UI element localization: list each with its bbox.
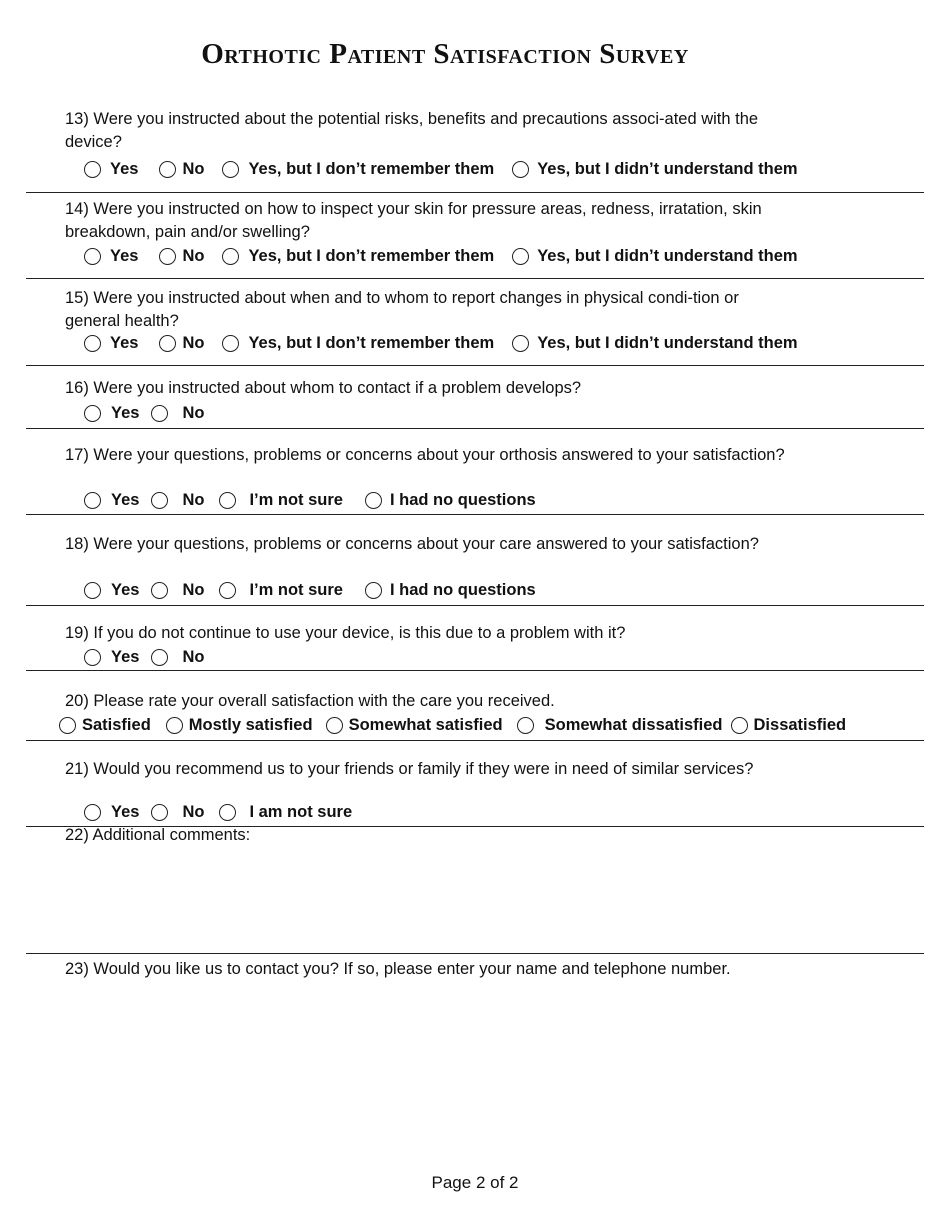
q13-didnt-understand[interactable] <box>512 160 797 179</box>
q21-yes[interactable] <box>84 803 139 822</box>
q17-no[interactable] <box>151 491 204 510</box>
q19-no[interactable] <box>151 648 204 667</box>
radio-icon[interactable] <box>512 335 529 352</box>
q20-mostly-satisfied[interactable] <box>166 716 313 735</box>
question-17-options <box>84 491 536 510</box>
q17-no-questions[interactable] <box>365 491 536 510</box>
radio-icon[interactable] <box>84 335 101 352</box>
question-15: 15) Were you instructed about when and to whom to report changes in physical condi-tion or general health? <box>65 289 739 330</box>
q13-no[interactable] <box>159 160 204 179</box>
q20-dissatisfied[interactable] <box>731 716 847 735</box>
option-label: Yes, but I don’t remember them <box>248 160 495 178</box>
q16-no[interactable] <box>151 404 204 423</box>
question-21: 21) Would you recommend us to your friends or family if they were in need of similar services? <box>65 760 754 778</box>
radio-icon[interactable] <box>222 248 239 265</box>
question-18-options <box>84 581 536 600</box>
q13-dont-remember[interactable] <box>222 160 494 179</box>
q20-somewhat-satisfied[interactable] <box>326 716 503 735</box>
option-label: Yes, but I didn’t understand them <box>537 334 798 352</box>
question-14-options <box>84 247 798 266</box>
option-label: Yes, but I didn’t understand them <box>537 247 798 265</box>
q18-no[interactable] <box>151 581 204 600</box>
option-label: Yes <box>111 404 140 422</box>
question-21-options <box>84 803 352 822</box>
radio-icon[interactable] <box>84 582 101 599</box>
radio-icon[interactable] <box>512 248 529 265</box>
question-15-options <box>84 334 798 353</box>
option-label: No <box>182 491 205 509</box>
radio-icon[interactable] <box>219 582 236 599</box>
radio-icon[interactable] <box>84 405 101 422</box>
radio-icon[interactable] <box>222 335 239 352</box>
q18-yes[interactable] <box>84 581 139 600</box>
radio-icon[interactable] <box>151 649 168 666</box>
question-13-options <box>84 160 798 179</box>
option-label: Dissatisfied <box>753 716 847 734</box>
divider <box>26 670 924 671</box>
option-label: Yes <box>111 581 140 599</box>
q15-yes[interactable] <box>84 334 138 353</box>
divider <box>26 605 924 606</box>
option-label: Yes <box>111 648 140 666</box>
q15-no[interactable] <box>159 334 204 353</box>
radio-icon[interactable] <box>365 582 382 599</box>
option-label: No <box>182 648 205 666</box>
comments-area[interactable] <box>26 850 924 950</box>
divider <box>26 740 924 741</box>
question-14: 14) Were you instructed on how to inspect your skin for pressure areas, redness, irratation, skin breakdown, pain and/or swelling? <box>65 200 762 241</box>
q21-not-sure[interactable] <box>219 803 352 822</box>
radio-icon[interactable] <box>151 582 168 599</box>
q14-no[interactable] <box>159 247 204 266</box>
q14-dont-remember[interactable] <box>222 247 494 266</box>
option-label: No <box>182 803 205 821</box>
option-label: I had no questions <box>389 581 536 599</box>
option-label: No <box>182 247 205 265</box>
question-13: 13) Were you instructed about the potential risks, benefits and precautions associ-ated with the device? <box>65 110 759 151</box>
q16-yes[interactable] <box>84 404 139 423</box>
option-label: Yes, but I don’t remember them <box>248 334 495 352</box>
radio-icon[interactable] <box>84 161 101 178</box>
radio-icon[interactable] <box>731 717 748 734</box>
page-number: Page 2 of 2 <box>431 1173 519 1192</box>
option-label: Yes <box>110 160 139 178</box>
divider <box>26 953 924 954</box>
q20-satisfied[interactable] <box>59 716 151 735</box>
radio-icon[interactable] <box>159 161 176 178</box>
option-label: Yes <box>111 491 140 509</box>
q17-yes[interactable] <box>84 491 139 510</box>
q14-didnt-understand[interactable] <box>512 247 797 266</box>
radio-icon[interactable] <box>151 405 168 422</box>
divider <box>26 428 924 429</box>
radio-icon[interactable] <box>84 804 101 821</box>
question-20: 20) Please rate your overall satisfaction with the care you received. <box>65 692 555 710</box>
question-17: 17) Were your questions, problems or concerns about your orthosis answered to your satisfaction? <box>65 446 785 464</box>
radio-icon[interactable] <box>59 717 76 734</box>
q15-dont-remember[interactable] <box>222 334 494 353</box>
option-label: No <box>182 404 205 422</box>
radio-icon[interactable] <box>151 492 168 509</box>
option-label: Somewhat dissatisfied <box>544 716 723 734</box>
radio-icon[interactable] <box>159 248 176 265</box>
q15-didnt-understand[interactable] <box>512 334 797 353</box>
radio-icon[interactable] <box>151 804 168 821</box>
option-label: Yes <box>110 334 139 352</box>
page-title: Orthotic Patient Satisfaction Survey <box>201 38 689 70</box>
radio-icon[interactable] <box>219 804 236 821</box>
contact-info-area[interactable] <box>26 1008 924 1148</box>
q20-somewhat-dissatisfied[interactable] <box>517 716 723 735</box>
option-label: I’m not sure <box>249 581 343 599</box>
option-label: No <box>182 334 205 352</box>
option-label: I had no questions <box>389 491 536 509</box>
q21-no[interactable] <box>151 803 204 822</box>
radio-icon[interactable] <box>512 161 529 178</box>
q18-not-sure[interactable] <box>219 581 343 600</box>
radio-icon[interactable] <box>84 649 101 666</box>
question-19: 19) If you do not continue to use your device, is this due to a problem with it? <box>65 624 626 642</box>
question-18: 18) Were your questions, problems or concerns about your care answered to your satisfaction? <box>65 535 759 553</box>
q17-not-sure[interactable] <box>219 491 343 510</box>
option-label: I’m not sure <box>249 491 343 509</box>
question-23: 23) Would you like us to contact you? If so, please enter your name and telephone number. <box>65 960 731 978</box>
question-16-options <box>84 404 204 423</box>
question-19-options <box>84 648 204 667</box>
question-16: 16) Were you instructed about whom to contact if a problem develops? <box>65 379 582 397</box>
q19-yes[interactable] <box>84 648 139 667</box>
option-label: Somewhat satisfied <box>348 716 503 734</box>
divider <box>26 514 924 515</box>
option-label: I am not sure <box>249 803 353 821</box>
radio-icon[interactable] <box>365 492 382 509</box>
question-22: 22) Additional comments: <box>65 826 251 844</box>
radio-icon[interactable] <box>222 161 239 178</box>
radio-icon[interactable] <box>219 492 236 509</box>
radio-icon[interactable] <box>84 492 101 509</box>
option-label: Satisfied <box>82 716 151 734</box>
q14-yes[interactable] <box>84 247 138 266</box>
option-label: Yes <box>111 803 140 821</box>
question-20-options <box>59 716 846 735</box>
radio-icon[interactable] <box>517 717 534 734</box>
radio-icon[interactable] <box>326 717 343 734</box>
option-label: Yes <box>110 247 139 265</box>
radio-icon[interactable] <box>84 248 101 265</box>
divider <box>26 192 924 193</box>
option-label: No <box>182 160 205 178</box>
q18-no-questions[interactable] <box>365 581 536 600</box>
radio-icon[interactable] <box>159 335 176 352</box>
option-label: No <box>182 581 205 599</box>
radio-icon[interactable] <box>166 717 183 734</box>
option-label: Mostly satisfied <box>188 716 313 734</box>
option-label: Yes, but I don’t remember them <box>248 247 495 265</box>
divider <box>26 365 924 366</box>
option-label: Yes, but I didn’t understand them <box>537 160 798 178</box>
q13-yes[interactable] <box>84 160 138 179</box>
divider <box>26 278 924 279</box>
